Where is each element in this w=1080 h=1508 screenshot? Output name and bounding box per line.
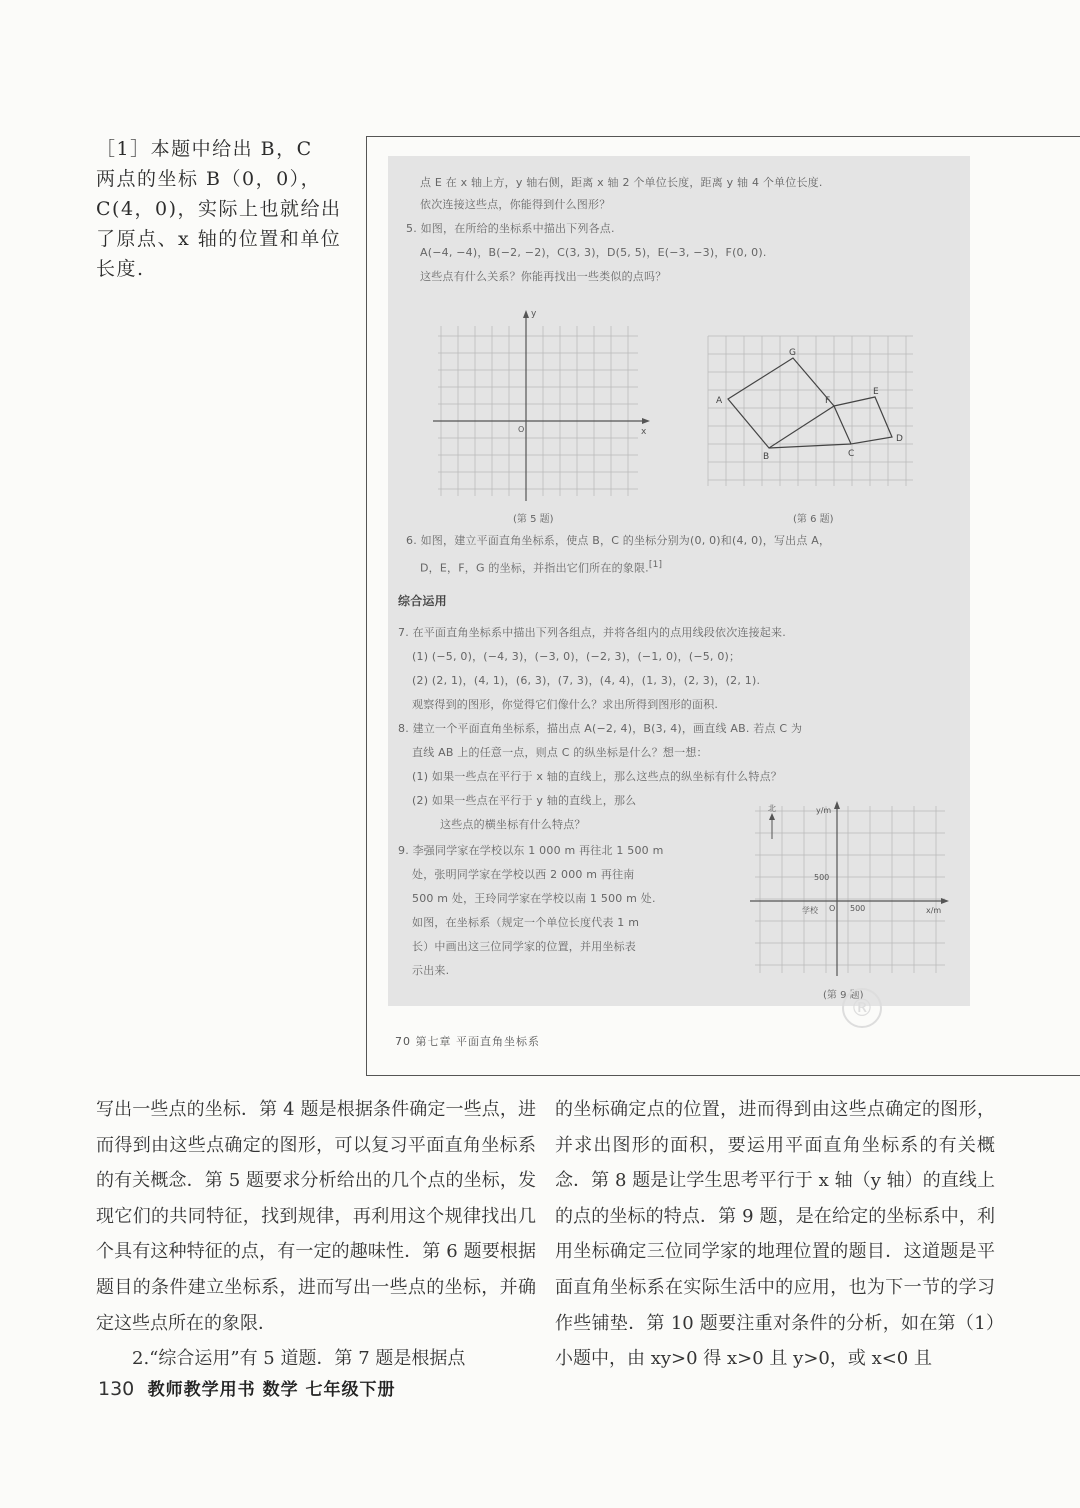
figure-6-caption: (第 6 题) [793, 514, 834, 525]
side-note-line: ［1］本题中给出 B，C [96, 138, 313, 160]
exercise-line: D，E，F，G 的坐标，并指出它们所在的象限.[1] [420, 560, 663, 575]
embedded-textbook-page [388, 156, 970, 1006]
origin-label: O [518, 425, 525, 434]
exercise-line: 9. 李强同学家在学校以东 1 000 m 再往北 1 500 m [398, 844, 664, 857]
side-note-line: 两点的坐标 B（0，0）， [96, 168, 322, 190]
tick-label: 500 [850, 904, 866, 913]
exercise-line: A(−4, −4)，B(−2, −2)，C(3, 3)，D(5, 5)，E(−3, −3)，F(0, 0). [420, 246, 767, 259]
exercise-line: 这些点有什么关系？你能再找出一些类似的点吗？ [420, 270, 667, 283]
exercise-line: 500 m 处，王玲同学家在学校以南 1 500 m 处. [412, 892, 656, 905]
frame-border-top [366, 136, 1080, 137]
figure-9-caption: (第 9 题) [823, 990, 864, 1001]
exercise-line: 8. 建立一个平面直角坐标系，描出点 A(−2, 4)，B(3, 4)，画直线 AB. 若点 C 为 [398, 722, 803, 735]
exercise-line: (1) 如果一些点在平行于 x 轴的直线上，那么这些点的纵坐标有什么特点？ [412, 770, 782, 783]
page-footer [98, 1375, 396, 1400]
exercise-line: 7. 在平面直角坐标系中描出下列各组点，并将各组内的点用线段依次连接起来. [398, 626, 786, 639]
body-column-left [96, 1092, 536, 1377]
registered-mark: ® [842, 988, 882, 1028]
exercise-line: 直线 AB 上的任意一点，则点 C 的纵坐标是什么？想一想： [412, 746, 708, 759]
side-note-line: C(4，0)，实际上也就给出 [96, 198, 342, 220]
body-column-right [555, 1092, 995, 1377]
exercise-line: 观察得到的图形，你觉得它们像什么？求出所得到图形的面积. [412, 698, 719, 711]
figure-6-grid [703, 331, 918, 493]
embedded-page-footer: 70 第七章 平面直角坐标系 [395, 1035, 540, 1048]
tick-label: 500 [814, 873, 830, 882]
point-label: D [896, 434, 903, 444]
page-number: 130 [98, 1378, 135, 1400]
exercise-line: 长）中画出这三位同学家的位置，并用坐标表 [412, 940, 636, 953]
axis-label-y: y/m [816, 806, 832, 815]
axis-label-x: x/m [926, 906, 942, 915]
figure-5-caption: (第 5 题) [513, 514, 554, 525]
point-label: B [763, 452, 770, 462]
section-heading-comprehensive: 综合运用 [398, 594, 447, 608]
exercise-line: (2) 如果一些点在平行于 y 轴的直线上，那么 [412, 794, 637, 807]
body-paragraph: 2.“综合运用”有 5 道题．第 7 题是根据点 [132, 1348, 466, 1370]
exercise-line: (2) (2, 1)，(4, 1)，(6, 3)，(7, 3)，(4, 4)，(1, 3)，(2, 3)，(2, 1). [412, 674, 761, 687]
point-label: G [789, 348, 796, 358]
exercise-line: 依次连接这些点，你能得到什么图形？ [420, 198, 611, 211]
figure-9-grid [750, 801, 950, 981]
exercise-line: 5. 如图，在所给的坐标系中描出下列各点. [406, 222, 615, 235]
body-paragraph: 写出一些点的坐标．第 4 题是根据条件确定一些点，进而得到由这些点确定的图形，可以复习平面直角坐标系的有关概念．第 5 题要求分析给出的几个点的坐标，发现它们的共同特征，找到规律，再利用这个规律找出几个具有这种特征的点，有一定的趣味性．第 6 题要根据题目的条件建立坐标系，进而写出一些点的坐标，并确定这些点所在的象限． [96, 1099, 536, 1334]
exercise-line: 6. 如图，建立平面直角坐标系，使点 B，C 的坐标分别为(0, 0)和(4, 0)，写出点 A， [406, 534, 831, 547]
figure-5-grid [428, 306, 658, 511]
axis-label-y: y [531, 309, 537, 319]
side-note-line: 长度. [96, 258, 145, 280]
side-note-line: 了原点、x 轴的位置和单位 [96, 228, 342, 250]
point-label: C [848, 449, 855, 459]
school-label: 学校 [802, 906, 818, 915]
book-title: 教师教学用书 数学 七年级下册 [147, 1380, 396, 1400]
frame-border-left [366, 136, 367, 1076]
point-label: A [716, 396, 723, 406]
north-label: 北 [768, 804, 776, 813]
exercise-line: 示出来. [412, 964, 450, 977]
axis-label-x: x [641, 427, 647, 437]
exercise-line: 处，张明同学家在学校以西 2 000 m 再往南 [412, 868, 635, 881]
origin-label: O [829, 904, 836, 913]
side-note [96, 134, 358, 284]
footnote-marker: [1] [648, 560, 663, 570]
body-paragraph: 的坐标确定点的位置，进而得到由这些点确定的图形，并求出图形的面积，要运用平面直角坐标系的有关概念．第 8 题是让学生思考平行于 x 轴（y 轴）的直线上的点的坐标的特点．第 9 题，是在给定的坐标系中，利用坐标确定三位同学家的地理位置的题目．这道题是平面直角坐标系在实际生活中的应用，也为下一节的学习作些铺垫．第 10 题要注重对条件的分析，如在第（1）小题中，由 xy>0 得 x>0 且 y>0，或 x<0 且 [555, 1099, 995, 1370]
frame-border-bottom [366, 1075, 1080, 1076]
exercise-line: 这些点的横坐标有什么特点？ [440, 818, 586, 831]
exercise-line: 点 E 在 x 轴上方，y 轴右侧，距离 x 轴 2 个单位长度，距离 y 轴 4 个单位长度. [420, 176, 823, 189]
point-label: F [825, 396, 831, 406]
exercise-line: 如图，在坐标系（规定一个单位长度代表 1 m [412, 916, 640, 929]
exercise-line: (1) (−5, 0)，(−4, 3)，(−3, 0)，(−2, 3)，(−1, 0)，(−5, 0)； [412, 650, 741, 663]
point-label: E [873, 387, 879, 397]
